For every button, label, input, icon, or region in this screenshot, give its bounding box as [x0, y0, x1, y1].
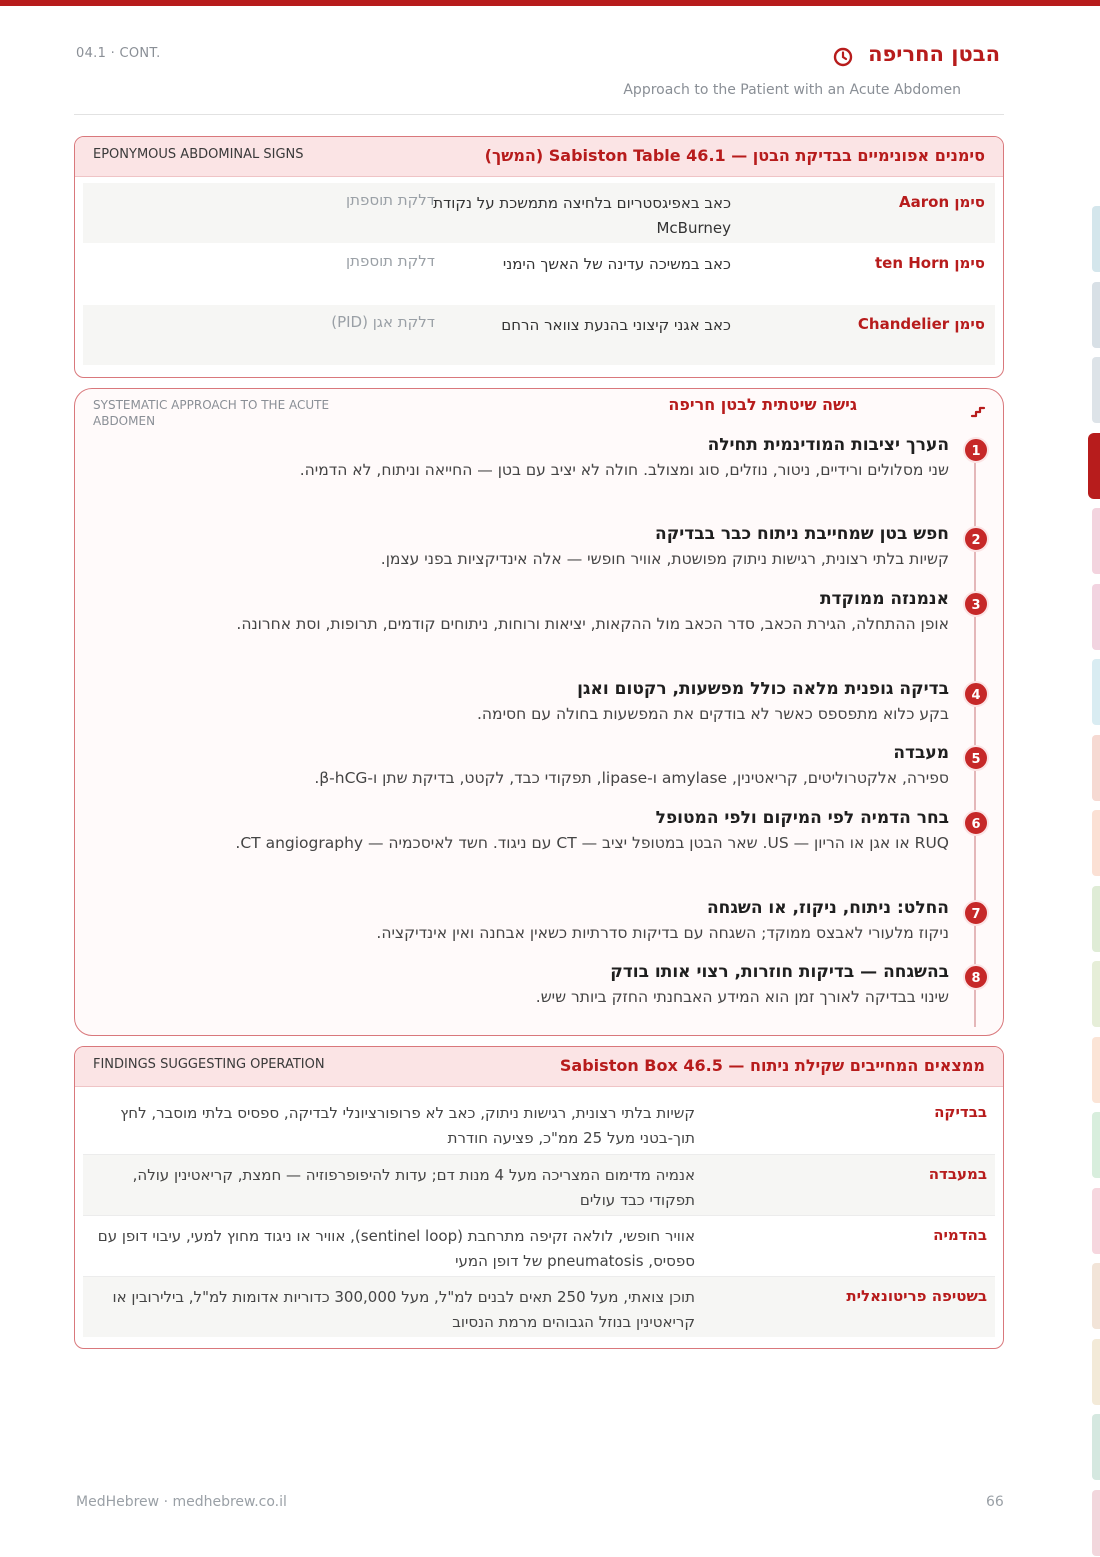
finding-category: במעבדה: [928, 1165, 987, 1183]
sign-description: כאב אגני קיצוני בהנעת צוואר הרחם: [501, 316, 731, 334]
step-number: 4: [963, 681, 989, 707]
finding-category: בבדיקה: [934, 1103, 987, 1121]
step-number: 6: [963, 810, 989, 836]
page-number: 66: [986, 1494, 1004, 1510]
step-title: החלט: ניתוח, ניקוז, או השגחה: [706, 898, 949, 918]
chapter-tab[interactable]: [1092, 1188, 1100, 1254]
step-body: ניקוז מלעורי לאבצס ממוקד; השגחה עם בדיקות סדרתיות כשאין אבחנה ואין אינדיקציה.: [376, 924, 949, 942]
step-title: בדיקה גופנית מלאה כולל מפשעות, רקטום ואגן: [577, 679, 949, 699]
section-code: 04.1 · CONT.: [76, 46, 161, 61]
step-title: חפש בטן שמחייבת ניתוח כבר בבדיקה: [655, 524, 949, 544]
sign-description: כאב באפיגסטריום בלחיצה מתמשכת על נקודת McBurney: [433, 194, 731, 237]
table-row: [83, 1093, 995, 1154]
step-number: 3: [963, 591, 989, 617]
finding-text: קשיות בלתי רצונית, רגישות ניתוק, כאב לא פרופורציונלי לבדיקה, ספסיס בלתי מוסבר, לחץ תוך-בטני מעל 25 ממ"כ, פציעה חודרת: [120, 1104, 695, 1147]
top-accent-bar: [0, 0, 1100, 6]
chapter-tab[interactable]: [1092, 1490, 1100, 1556]
table-row: [83, 183, 995, 243]
step-number: 2: [963, 526, 989, 552]
step-body: שינוי בבדיקה לאורך זמן הוא המידע האבחנתי החזק ביותר שיש.: [535, 988, 949, 1006]
sign-diagnosis: דלקת תוספתן: [346, 191, 435, 209]
panel-title: גישה שיטתית לבטן חריפה: [668, 395, 857, 414]
table-row: [83, 1276, 995, 1337]
chapter-tab[interactable]: [1092, 206, 1100, 272]
header-divider: [74, 114, 1004, 115]
table-row: [83, 244, 995, 304]
step-title: בהשגחה — בדיקות חוזרות, רצוי אותו בודק: [610, 962, 949, 982]
clock-icon: [832, 46, 854, 68]
finding-category: בשטיפה פריטונאלית: [846, 1287, 987, 1305]
eponymous-signs-table: [74, 136, 1004, 378]
step-body: אופן ההתחלה, הגירת הכאב, סדר הכאב מול ההקאות, יציאות ורוחות, ניתוחים קודמים, תרופות, וסת אחרונה.: [236, 615, 949, 633]
table-title: ממצאים המחייבים שקילת ניתוח — Sabiston Box 46.5: [559, 1056, 985, 1075]
table-label-en: FINDINGS SUGGESTING OPERATION: [93, 1057, 325, 1072]
finding-text: תוכן צואתי, מעל 250 תאים לבנים למ"ל, מעל 300,000 כדוריות אדומות למ"ל, בילירובין או קריאטינין בנוזל הגבוהים מרמת הנסיוב: [112, 1288, 695, 1331]
finding-text: אנמיה מדימום המצריכה מעל 4 מנות דם; עדות להיפופרפוזיה — חמצת, קריאטינין עולה, תפקודי כבד עולים: [132, 1166, 695, 1209]
chapter-tab[interactable]: [1092, 810, 1100, 876]
step-body: RUQ או אגן או הריון — US. שאר הבטן במטופל יציב — CT עם ניגוד. חשד לאיסכמיה — CT angiography.: [235, 834, 949, 852]
chapter-tab[interactable]: [1092, 584, 1100, 650]
chapter-tab[interactable]: [1092, 1037, 1100, 1103]
table-row: [83, 1215, 995, 1276]
step-number: 5: [963, 745, 989, 771]
chapter-tab[interactable]: [1092, 1263, 1100, 1329]
finding-category: בהדמיה: [933, 1226, 987, 1244]
chapter-tab[interactable]: [1092, 1112, 1100, 1178]
chapter-tab[interactable]: [1092, 357, 1100, 423]
sign-description: כאב במשיכה עדינה של האשך הימני: [502, 255, 731, 273]
chapter-tab[interactable]: [1092, 1339, 1100, 1405]
footer-site: MedHebrew · medhebrew.co.il: [76, 1494, 287, 1510]
table-header: [75, 1047, 1003, 1087]
page-subtitle: Approach to the Patient with an Acute Abdomen: [623, 82, 961, 98]
sign-name: סימן ten Horn: [874, 254, 985, 272]
panel-header: [75, 389, 1003, 433]
chapter-tab[interactable]: [1092, 886, 1100, 952]
step-body: בקע כלוא מתפספס כאשר לא בודקים את המפשעות בחולה עם חסימה.: [476, 705, 949, 723]
sign-diagnosis: דלקת תוספתן: [346, 252, 435, 270]
chapter-tab[interactable]: [1092, 961, 1100, 1027]
finding-text: אוויר חופשי, לולאה זקיפה מתרחבת (sentinel loop), אוויר או ניגוד מחוץ למעי, עיבוי דופן עם ספסיס, pneumatosis של דופן המעי: [97, 1227, 695, 1270]
sign-name: סימן Chandelier: [857, 315, 985, 333]
table-label-en: EPONYMOUS ABDOMINAL SIGNS: [93, 147, 304, 162]
step-title: אנמנזה ממוקדת: [819, 589, 949, 609]
systematic-approach-panel: [74, 388, 1004, 1036]
sign-name: סימן Aaron: [899, 193, 985, 211]
chapter-tab[interactable]: [1092, 282, 1100, 348]
step-title: הערך יציבות המודינמית תחילה: [707, 435, 949, 455]
step-body: קשיות בלתי רצונית, רגישות ניתוק מפושטת, אוויר חופשי — אלה אינדיקציות בפני עצמן.: [380, 550, 949, 568]
panel-label-en: SYSTEMATIC APPROACH TO THE ACUTE ABDOMEN: [93, 398, 330, 428]
page-header: [832, 40, 1000, 68]
step-number: 1: [963, 437, 989, 463]
table-row: [83, 1154, 995, 1215]
step-number: 8: [963, 964, 989, 990]
page-title: הבטן החריפה: [868, 42, 1000, 66]
step-title: מעבדה: [893, 743, 949, 763]
chapter-tab[interactable]: [1088, 433, 1100, 499]
chapter-tab[interactable]: [1092, 659, 1100, 725]
table-header: [75, 137, 1003, 177]
chapter-tab[interactable]: [1092, 1414, 1100, 1480]
step-title: בחר הדמיה לפי המיקום ולפי המטופל: [655, 808, 949, 828]
step-number: 7: [963, 900, 989, 926]
table-title: סימנים אפונימיים בבדיקת הבטן — Sabiston Table 46.1 (המשך): [484, 146, 985, 165]
sign-diagnosis: דלקת אגן (PID): [331, 313, 435, 331]
chapter-tab[interactable]: [1092, 508, 1100, 574]
chapter-tab[interactable]: [1092, 735, 1100, 801]
step-body: ספירה, אלקטרוליטים, קריאטינין, amylase ו-lipase, תפקודי כבד, לקטט, בדיקת שתן ו-β-hCG.: [314, 769, 949, 787]
findings-table: [74, 1046, 1004, 1349]
step-body: שני מסלולים ורידיים, ניטור, נוזלים, סוג ומצולב. חולה לא יציב עם בטן — החייאה וניתוח, לא הדמיה.: [299, 461, 949, 479]
table-row: [83, 305, 995, 365]
steps-icon: [969, 401, 987, 419]
